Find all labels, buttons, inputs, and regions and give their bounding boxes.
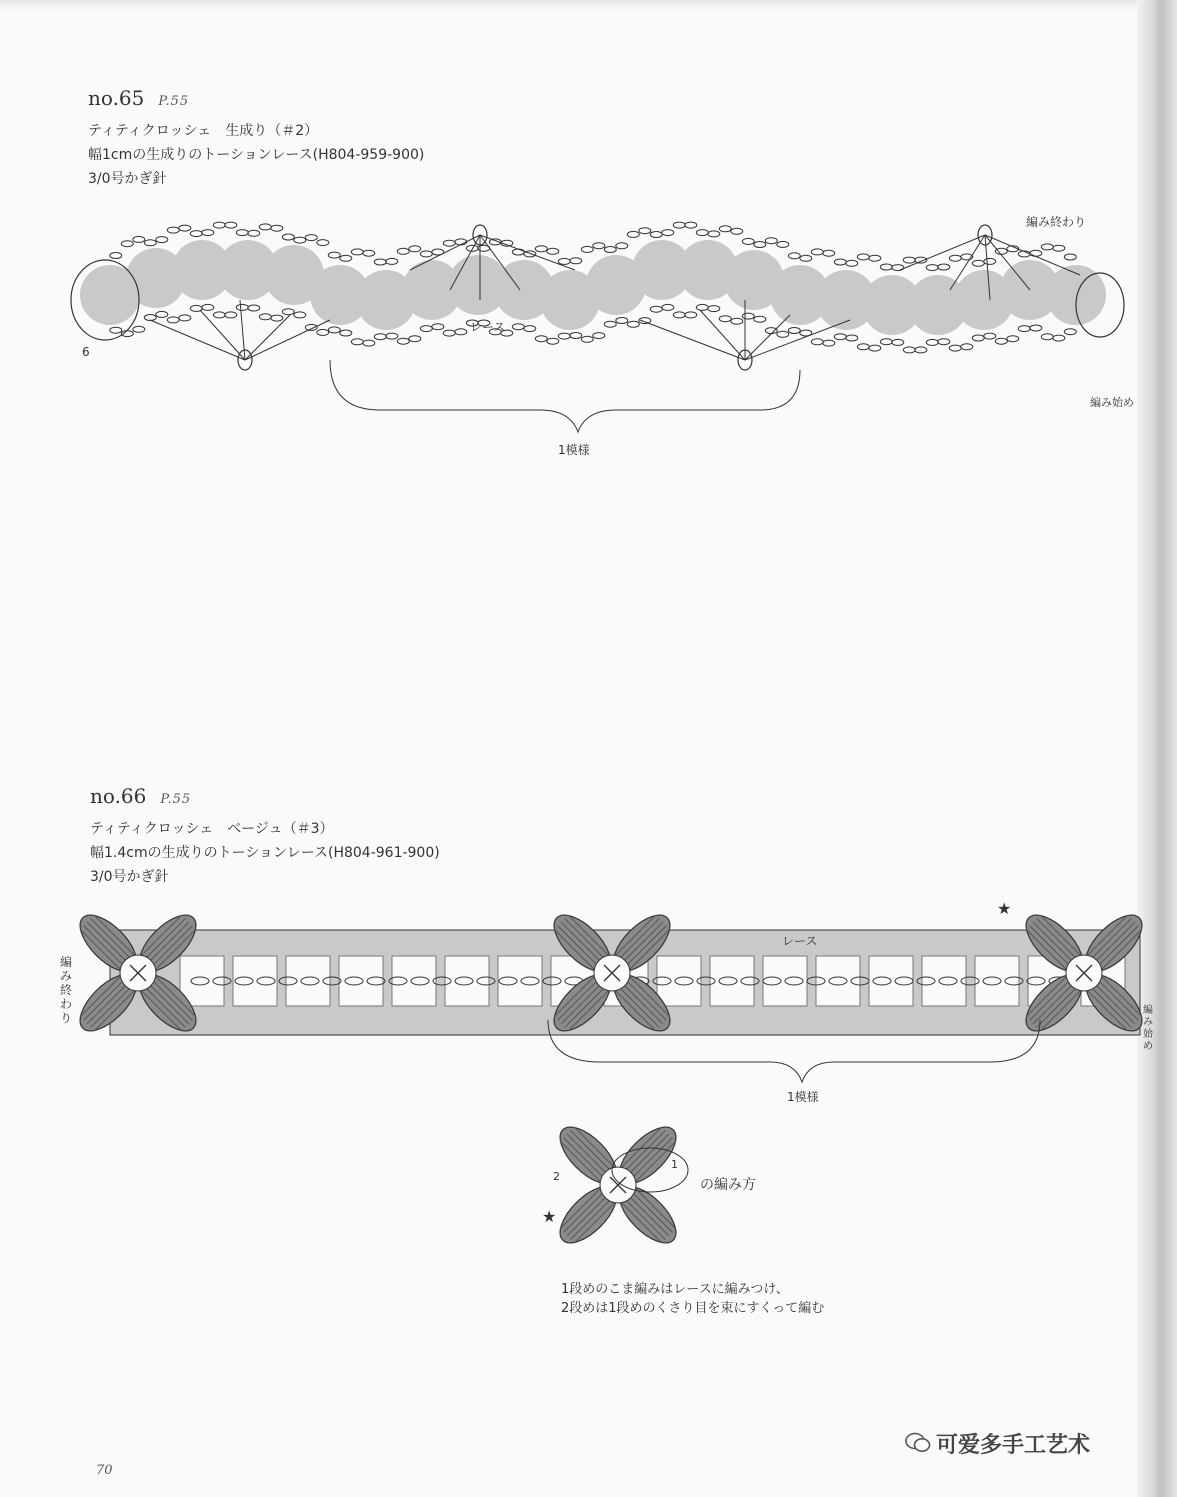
pattern-65-hook: 3/0号かぎ針 [88, 171, 167, 187]
pattern-66-hook: 3/0号かぎ針 [90, 869, 169, 885]
motif-detail [551, 1118, 685, 1252]
label-66-repeat: 1模様 [787, 1090, 819, 1104]
note-line-2: 2段めは1段めのくさり目を束にすくって編む [561, 1301, 825, 1316]
pattern-66-yarn: ティティクロッシェ ベージュ（＃3） [90, 821, 334, 837]
motif-caption: の編み方 [700, 1177, 756, 1193]
pattern-65-lace: 幅1cmの生成りのトーションレース(H804-959-900) [88, 147, 425, 163]
pattern-65-page-ref: P.55 [158, 94, 190, 109]
pattern-65-number: no.65 [88, 86, 145, 110]
lace-window [922, 956, 966, 1006]
label-65-end: 編み終わり [1026, 215, 1087, 229]
motif-step-1: 1 [671, 1158, 678, 1171]
label-65-count: 6 [82, 345, 90, 359]
watermark: 可爱多手工艺术 [936, 1433, 1091, 1458]
lace-window [498, 956, 542, 1006]
pattern-66-page-ref: P.55 [160, 792, 192, 807]
label-65-repeat: 1模様 [558, 443, 590, 457]
pattern-66-lace: 幅1.4cmの生成りのトーションレース(H804-961-900) [90, 845, 440, 861]
star-marker: ★ [997, 899, 1012, 918]
lace-window [233, 956, 277, 1006]
lace-window [657, 956, 701, 1006]
note-line-1: 1段めのこま編みはレースに編みつけ、 [561, 1282, 789, 1297]
lace-window [339, 956, 383, 1006]
lace-window [710, 956, 754, 1006]
wechat-icon [905, 1432, 931, 1454]
motif-step-2: 2 [553, 1170, 560, 1183]
star-marker-detail: ★ [542, 1207, 557, 1226]
label-66-end: 編み終わり [60, 955, 73, 1025]
label-65-lace: レース [470, 320, 506, 334]
lace-window [816, 956, 860, 1006]
lace-window [445, 956, 489, 1006]
label-66-start: 編み始め [1143, 1005, 1153, 1052]
lace-band-66 [71, 899, 1151, 1252]
page-number: 70 [96, 1463, 113, 1478]
pattern-66-number: no.66 [90, 784, 147, 808]
label-66-lace: レース [782, 934, 818, 948]
lace-window [975, 956, 1019, 1006]
label-65-start: 編み始め [1090, 396, 1134, 409]
pattern-65-yarn: ティティクロッシェ 生成り（＃2） [88, 123, 319, 139]
